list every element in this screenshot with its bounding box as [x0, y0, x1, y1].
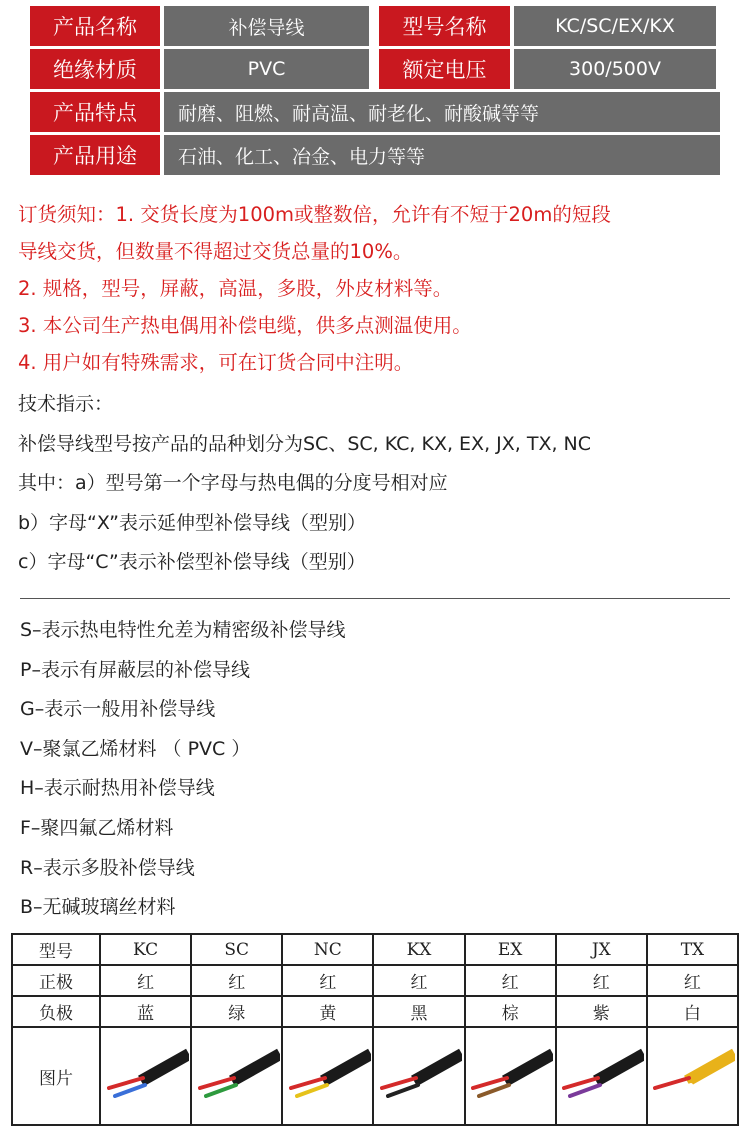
cable-sheath	[323, 1054, 371, 1081]
positive-cell: 红	[191, 965, 282, 996]
legend-item: B–无碱玻璃丝材料	[20, 896, 176, 919]
spec-label: 产品特点	[30, 92, 160, 132]
legend-item: H–表示耐热用补偿导线	[20, 777, 215, 800]
legend-item: S–表示热电特性允差为精密级补偿导线	[20, 619, 346, 641]
negative-cell: 棕	[465, 996, 556, 1027]
wire-color-table	[11, 933, 739, 1126]
picture-row	[12, 1027, 738, 1125]
cable-picture	[556, 1027, 647, 1125]
notice-line: 3. 本公司生产热电偶用补偿电缆，供多点测温使用。	[18, 314, 472, 337]
row-header: 型号	[12, 934, 100, 965]
spec-label: 产品名称	[30, 6, 160, 46]
cable-sheath	[687, 1054, 735, 1081]
model-cell: EX	[465, 934, 556, 965]
cable-picture	[191, 1027, 282, 1125]
positive-cell: 红	[100, 965, 191, 996]
spec-label: 额定电压	[379, 49, 510, 89]
model-cell: TX	[647, 934, 738, 965]
model-cell: JX	[556, 934, 647, 965]
tech-line: b）字母“X”表示延伸型补偿导线（型别）	[18, 511, 366, 534]
negative-cell: 绿	[191, 996, 282, 1027]
cable-picture	[282, 1027, 373, 1125]
cable-sheath	[141, 1054, 189, 1081]
cable-image	[103, 1036, 189, 1116]
spec-label: 型号名称	[379, 6, 510, 46]
notice-line: 导线交货，但数量不得超过交货总量的10%。	[18, 240, 413, 263]
cable-picture	[100, 1027, 191, 1125]
row-header: 负极	[12, 996, 100, 1027]
spec-value: 补偿导线	[164, 6, 369, 46]
spec-table	[30, 6, 720, 178]
row-header: 图片	[12, 1027, 100, 1125]
negative-cell: 蓝	[100, 996, 191, 1027]
cable-picture	[373, 1027, 464, 1125]
negative-cell: 黑	[373, 996, 464, 1027]
positive-cell: 红	[282, 965, 373, 996]
spec-row	[30, 6, 720, 46]
model-cell: SC	[191, 934, 282, 965]
tech-line: 其中：a）型号第一个字母与热电偶的分度号相对应	[18, 472, 448, 494]
positive-cell: 红	[556, 965, 647, 996]
negative-row	[12, 996, 738, 1027]
spec-row	[30, 49, 720, 89]
cable-image	[194, 1036, 280, 1116]
cable-picture	[647, 1027, 738, 1125]
model-cell: NC	[282, 934, 373, 965]
spec-value: 石油、化工、冶金、电力等等	[164, 135, 720, 175]
cable-image	[558, 1036, 644, 1116]
cable-sheath	[232, 1054, 280, 1081]
positive-row	[12, 965, 738, 996]
cable-image	[467, 1036, 553, 1116]
spec-label: 产品用途	[30, 135, 160, 175]
spec-label: 绝缘材质	[30, 49, 160, 89]
spec-row	[30, 92, 720, 132]
positive-cell: 红	[647, 965, 738, 996]
spec-value: KC/SC/EX/KX	[514, 6, 716, 46]
negative-cell: 白	[647, 996, 738, 1027]
cable-image	[285, 1036, 371, 1116]
order-notice	[18, 196, 734, 381]
notice-line: 订货须知：1. 交货长度为100m或整数倍，允许有不短于20m的短段	[18, 203, 611, 226]
tech-instructions	[18, 385, 734, 583]
spec-value: PVC	[164, 49, 369, 89]
legend-item: P–表示有屏蔽层的补偿导线	[20, 658, 250, 681]
tech-line: 补偿导线型号按产品的品种划分为SC、SC, KC, KX, EX, JX, TX, NC	[18, 432, 592, 455]
spec-row	[30, 135, 720, 175]
cable-image	[376, 1036, 462, 1116]
negative-cell: 紫	[556, 996, 647, 1027]
positive-cell: 红	[465, 965, 556, 996]
legend-item: F–聚四氟乙烯材料	[20, 816, 174, 839]
model-cell: KC	[100, 934, 191, 965]
cable-image	[649, 1036, 735, 1116]
legend-item: G–表示一般用补偿导线	[20, 698, 216, 721]
cable-picture	[465, 1027, 556, 1125]
model-cell: KX	[373, 934, 464, 965]
spec-value: 300/500V	[514, 49, 716, 89]
notice-line: 4. 用户如有特殊需求，可在订货合同中注明。	[18, 351, 414, 374]
code-legend	[20, 611, 730, 928]
notice-line: 2. 规格，型号，屏蔽，高温，多股，外皮材料等。	[18, 277, 453, 300]
legend-item: R–表示多股补偿导线	[20, 856, 195, 879]
tech-line: c）字母“C”表示补偿型补偿导线（型别）	[18, 551, 366, 573]
positive-cell: 红	[373, 965, 464, 996]
cable-sheath	[414, 1054, 462, 1081]
negative-cell: 黄	[282, 996, 373, 1027]
spec-value: 耐磨、阻燃、耐高温、耐老化、耐酸碱等等	[164, 92, 720, 132]
cable-sheath	[505, 1054, 553, 1081]
tech-title: 技术指示：	[18, 393, 114, 415]
model-row	[12, 934, 738, 965]
divider	[20, 598, 730, 599]
row-header: 正极	[12, 965, 100, 996]
cable-sheath	[596, 1054, 644, 1081]
legend-item: V–聚氯乙烯材料 （ PVC ）	[20, 737, 251, 760]
